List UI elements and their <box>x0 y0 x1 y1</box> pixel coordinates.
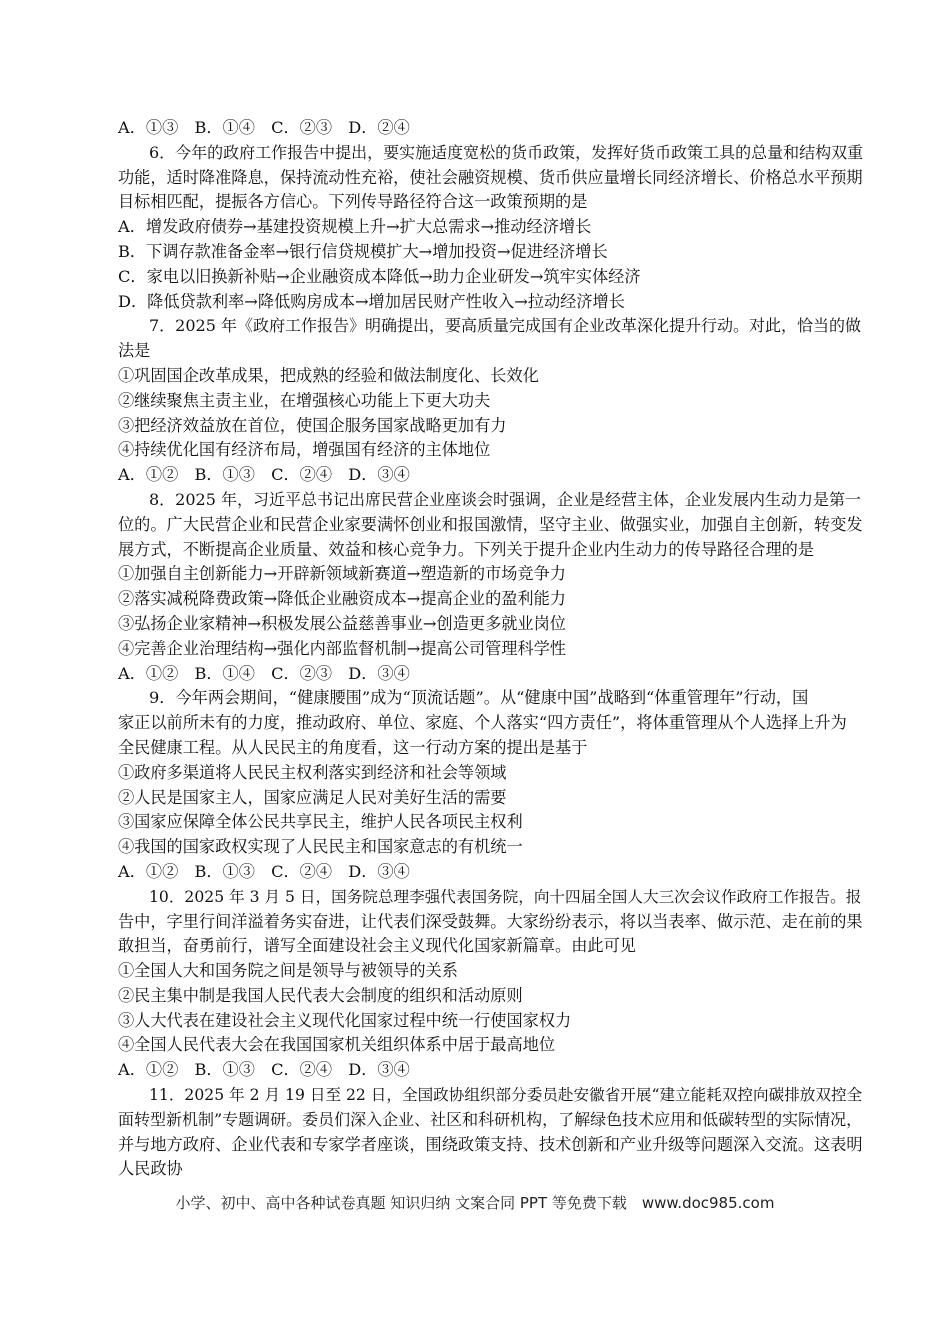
page-footer: 小学、初中、高中各种试卷真题 知识归纳 文案合同 PPT 等免费下载 www.doc985.com <box>175 1194 775 1212</box>
text-line: ②落实减税降费政策→降低企业融资成本→提高企业的盈利能力 <box>118 589 566 609</box>
text-line: ③国家应保障全体公民共享民主，维护人民各项民主权利 <box>118 812 523 832</box>
text-line: 家正以前所未有的力度，推动政府、单位、家庭、个人落实“四方责任”，将体重管理从个人选择上升为 <box>118 713 847 733</box>
text-line: 6．今年的政府工作报告中提出，要实施适度宽松的货币政策，发挥好货币政策工具的总量和结构双重 <box>149 142 864 162</box>
text-line: C．家电以旧换新补贴→企业融资成本降低→助力企业研发→筑牢实体经济 <box>118 266 641 286</box>
text-line: 9．今年两会期间，“健康腰围”成为“顶流话题”。从“健康中国”战略到“体重管理年”行动，国 <box>149 688 809 708</box>
text-line: 法是 <box>118 341 151 361</box>
text-line: 10．2025 年 3 月 5 日，国务院总理李强代表国务院，向十四届全国人大三次会议作政府工作报告。报 <box>149 887 862 906</box>
text-line: A．①② B．①③ C．②④ D．③④ <box>118 1060 410 1080</box>
text-line: B．下调存款准备金率→银行信贷规模扩大→增加投资→促进经济增长 <box>118 241 608 261</box>
text-line: ①政府多渠道将人民民主权利落实到经济和社会等领域 <box>118 762 507 782</box>
text-line: ④完善企业治理结构→强化内部监督机制→提高公司管理科学性 <box>118 638 566 658</box>
text-line: 位的。广大民营企业和民营企业家要满怀创业和报国激情，坚守主业、做强实业，加强自主创新，转变发 <box>118 514 863 534</box>
text-line: ④持续优化国有经济布局，增强国有经济的主体地位 <box>118 440 491 460</box>
text-line: 人民政协 <box>118 1159 183 1179</box>
text-line: A．增发政府债券→基建投资规模上升→扩大总需求→推动经济增长 <box>118 217 592 237</box>
text-line: ①全国人大和国务院之间是领导与被领导的关系 <box>118 961 458 981</box>
text-line: ②人民是国家主人，国家应满足人民对美好生活的需要 <box>118 787 507 807</box>
text-line: 7．2025 年《政府工作报告》明确提出，要高质量完成国有企业改革深化提升行动。对此，恰当的做 <box>149 316 861 336</box>
text-line: 11．2025 年 2 月 19 日至 22 日，全国政协组织部分委员赴安徽省开展“建立能耗双控向碳排放双控全 <box>149 1086 863 1105</box>
text-line: 目标相匹配，提振各方信心。下列传导路径符合这一政策预期的是 <box>118 192 588 212</box>
text-line: ①加强自主创新能力→开辟新领域新赛道→塑造新的市场竞争力 <box>118 564 566 584</box>
text-line: ④全国人民代表大会在我国国家机关组织体系中居于最高地位 <box>118 1035 556 1055</box>
document-body <box>118 116 866 1182</box>
text-line: 功能，适时降准降息，保持流动性充裕，使社会融资规模、货币供应量增长同经济增长、价格总水平预期 <box>118 167 863 187</box>
text-line: A．①② B．①③ C．②④ D．③④ <box>118 465 410 485</box>
text-line: 敢担当，奋勇前行，谱写全面建设社会主义现代化国家新篇章。由此可见 <box>118 936 636 956</box>
text-line: A．①② B．①④ C．②③ D．③④ <box>118 663 410 683</box>
text-line: A．①③ B．①④ C．②③ D．②④ <box>118 118 410 137</box>
text-line: 全民健康工程。从人民民主的角度看，这一行动方案的提出是基于 <box>118 737 588 757</box>
text-line: 告中，字里行间洋溢着务实奋进，让代表们深受鼓舞。大家纷纷表示，将以当表率、做示范、走在前的果 <box>118 911 863 931</box>
text-line: 8．2025 年，习近平总书记出席民营企业座谈会时强调，企业是经营主体，企业发展内生动力是第一 <box>149 489 861 509</box>
text-line: 展方式，不断提高企业质量、效益和核心竞争力。下列关于提升企业内生动力的传导路径合理的是 <box>118 539 815 559</box>
text-line: ①巩固国企改革成果，把成熟的经验和做法制度化、长效化 <box>118 365 539 385</box>
text-line: D．降低贷款利率→降低购房成本→增加居民财产性收入→拉动经济增长 <box>118 291 625 311</box>
text-line: ②民主集中制是我国人民代表大会制度的组织和活动原则 <box>118 985 523 1005</box>
text-line: 并与地方政府、企业代表和专家学者座谈，围绕政策支持、技术创新和产业升级等问题深入交流。这表明 <box>118 1134 863 1154</box>
text-line: ③把经济效益放在首位，使国企服务国家战略更加有力 <box>118 415 507 435</box>
text-line: A．①② B．①③ C．②④ D．③④ <box>118 861 410 881</box>
text-line: ④我国的国家政权实现了人民民主和国家意志的有机统一 <box>118 837 523 857</box>
text-line: ③人大代表在建设社会主义现代化国家过程中统一行使国家权力 <box>118 1010 572 1030</box>
text-line: ③弘扬企业家精神→积极发展公益慈善事业→创造更多就业岗位 <box>118 613 566 633</box>
text-line: ②继续聚焦主责主业，在增强核心功能上下更大功夫 <box>118 390 491 410</box>
text-line: 面转型新机制”专题调研。委员们深入企业、社区和科研机构，了解绿色技术应用和低碳转型的实际情况， <box>118 1109 863 1129</box>
